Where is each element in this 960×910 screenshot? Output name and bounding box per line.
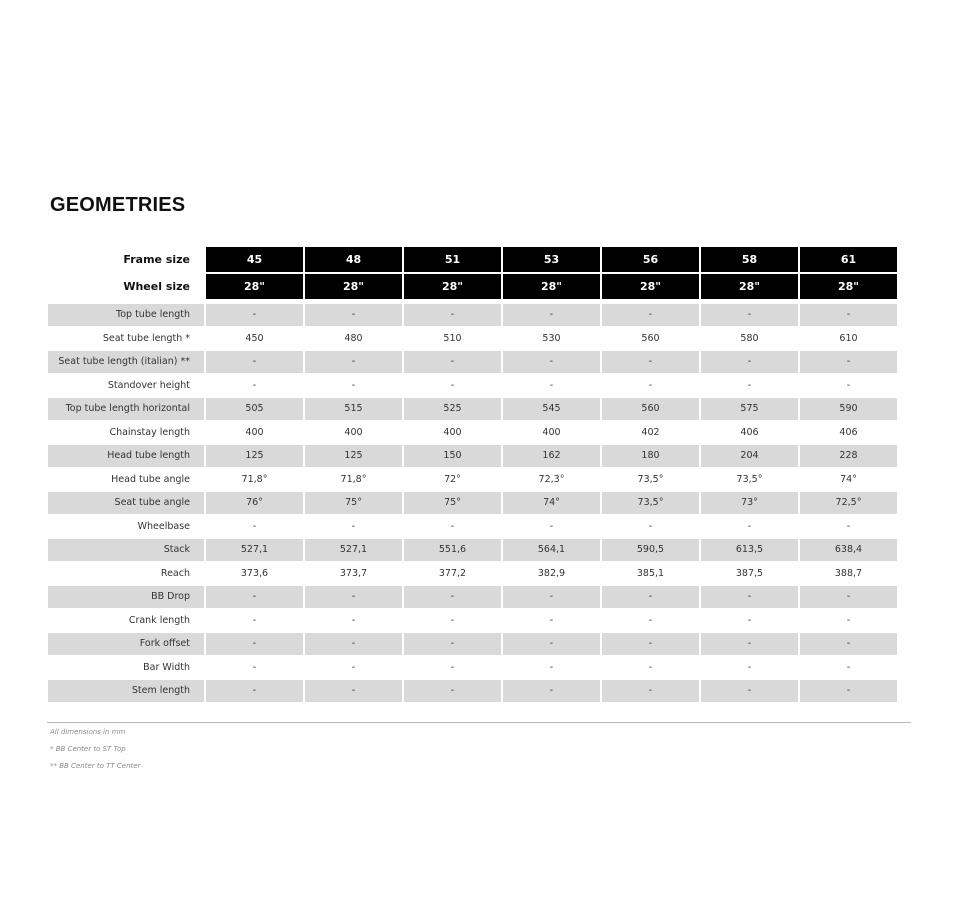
table-cell: - [800, 304, 897, 326]
spacer-cell [800, 301, 897, 302]
wheel-size-row [48, 274, 897, 299]
spacer-cell [701, 301, 798, 302]
header-spacer [48, 301, 897, 302]
wheel-size-cell: 28" [305, 274, 402, 299]
table-cell: 406 [800, 422, 897, 444]
table-cell: 71,8° [206, 469, 303, 491]
geometry-table [46, 245, 899, 704]
frame-size-cell: 61 [800, 247, 897, 272]
table-cell: - [800, 516, 897, 538]
table-cell: - [602, 680, 699, 702]
table-cell: 638,4 [800, 539, 897, 561]
table-cell: 73,5° [602, 469, 699, 491]
row-label: Seat tube length (italian) ** [48, 351, 204, 373]
table-cell: 382,9 [503, 563, 600, 585]
table-cell: - [404, 516, 501, 538]
table-cell: - [305, 680, 402, 702]
geometry-table-body [48, 247, 897, 702]
table-cell: 75° [305, 492, 402, 514]
table-cell: 71,8° [305, 469, 402, 491]
table-cell: 613,5 [701, 539, 798, 561]
row-label: Top tube length horizontal [48, 398, 204, 420]
table-cell: 450 [206, 328, 303, 350]
wheel-size-label: Wheel size [48, 274, 204, 299]
table-cell: - [602, 633, 699, 655]
table-cell: - [701, 633, 798, 655]
table-cell: 527,1 [305, 539, 402, 561]
table-cell: 400 [503, 422, 600, 444]
table-cell: - [404, 304, 501, 326]
table-row [48, 422, 897, 444]
table-cell: - [602, 351, 699, 373]
table-cell: - [503, 351, 600, 373]
table-cell: - [404, 633, 501, 655]
table-cell: 580 [701, 328, 798, 350]
table-cell: - [800, 351, 897, 373]
table-cell: - [305, 586, 402, 608]
frame-size-cell: 58 [701, 247, 798, 272]
table-cell: 480 [305, 328, 402, 350]
spacer-cell [48, 301, 204, 302]
table-row [48, 586, 897, 608]
table-row [48, 469, 897, 491]
table-cell: - [602, 375, 699, 397]
table-cell: - [404, 375, 501, 397]
table-row [48, 398, 897, 420]
wheel-size-cell: 28" [206, 274, 303, 299]
table-cell: - [602, 610, 699, 632]
frame-size-cell: 45 [206, 247, 303, 272]
table-cell: - [701, 657, 798, 679]
table-cell: - [503, 304, 600, 326]
table-cell: - [404, 586, 501, 608]
row-label: Reach [48, 563, 204, 585]
table-cell: - [602, 657, 699, 679]
table-row [48, 539, 897, 561]
table-row [48, 680, 897, 702]
table-cell: - [800, 657, 897, 679]
table-cell: 551,6 [404, 539, 501, 561]
table-cell: 527,1 [206, 539, 303, 561]
table-cell: 575 [701, 398, 798, 420]
table-cell: 72° [404, 469, 501, 491]
table-cell: 402 [602, 422, 699, 444]
table-cell: 72,3° [503, 469, 600, 491]
table-cell: - [602, 586, 699, 608]
frame-size-cell: 48 [305, 247, 402, 272]
table-cell: - [305, 657, 402, 679]
table-cell: 73° [701, 492, 798, 514]
table-row [48, 328, 897, 350]
table-cell: 125 [206, 445, 303, 467]
table-cell: - [305, 610, 402, 632]
table-cell: 400 [404, 422, 501, 444]
table-row [48, 657, 897, 679]
table-cell: - [701, 516, 798, 538]
table-cell: - [503, 586, 600, 608]
table-cell: - [305, 633, 402, 655]
table-cell: - [206, 680, 303, 702]
table-cell: - [404, 351, 501, 373]
table-cell: 73,5° [602, 492, 699, 514]
table-cell: - [701, 586, 798, 608]
table-cell: 162 [503, 445, 600, 467]
table-row [48, 563, 897, 585]
table-cell: - [305, 304, 402, 326]
table-cell: 510 [404, 328, 501, 350]
table-row [48, 375, 897, 397]
table-cell: - [206, 633, 303, 655]
table-cell: 377,2 [404, 563, 501, 585]
table-cell: - [305, 375, 402, 397]
table-cell: 525 [404, 398, 501, 420]
footnote-units: All dimensions in mm [50, 728, 126, 736]
footnote-seat-tube-italian: ** BB Center to TT Center [50, 762, 141, 770]
row-label: Standover height [48, 375, 204, 397]
row-label: Crank length [48, 610, 204, 632]
table-cell: 560 [602, 398, 699, 420]
row-label: Bar Width [48, 657, 204, 679]
table-cell: 564,1 [503, 539, 600, 561]
table-cell: 74° [800, 469, 897, 491]
row-label: Head tube angle [48, 469, 204, 491]
row-label: Seat tube angle [48, 492, 204, 514]
footnote-seat-tube: * BB Center to ST Top [50, 745, 126, 753]
table-cell: - [602, 516, 699, 538]
table-cell: - [800, 610, 897, 632]
row-label: Chainstay length [48, 422, 204, 444]
table-row [48, 633, 897, 655]
frame-size-cell: 56 [602, 247, 699, 272]
table-cell: 406 [701, 422, 798, 444]
row-label: Top tube length [48, 304, 204, 326]
row-label: Stack [48, 539, 204, 561]
table-cell: 590,5 [602, 539, 699, 561]
row-label: Fork offset [48, 633, 204, 655]
table-cell: - [206, 586, 303, 608]
row-label: Head tube length [48, 445, 204, 467]
table-cell: - [305, 516, 402, 538]
table-cell: - [602, 304, 699, 326]
table-cell: - [503, 610, 600, 632]
table-cell: 400 [206, 422, 303, 444]
wheel-size-cell: 28" [701, 274, 798, 299]
table-cell: - [503, 633, 600, 655]
spacer-cell [602, 301, 699, 302]
row-label: Stem length [48, 680, 204, 702]
row-label: Seat tube length * [48, 328, 204, 350]
wheel-size-cell: 28" [800, 274, 897, 299]
footnotes [50, 727, 140, 778]
table-cell: 125 [305, 445, 402, 467]
table-cell: 505 [206, 398, 303, 420]
table-cell: - [800, 375, 897, 397]
table-cell: - [404, 680, 501, 702]
table-row [48, 492, 897, 514]
table-cell: - [206, 375, 303, 397]
table-row [48, 610, 897, 632]
spacer-cell [305, 301, 402, 302]
table-cell: - [206, 610, 303, 632]
table-cell: - [206, 304, 303, 326]
spacer-cell [404, 301, 501, 302]
table-cell: - [701, 351, 798, 373]
table-row [48, 516, 897, 538]
wheel-size-cell: 28" [404, 274, 501, 299]
row-label: Wheelbase [48, 516, 204, 538]
table-cell: - [206, 657, 303, 679]
table-cell: 373,6 [206, 563, 303, 585]
footer-divider [47, 722, 911, 723]
table-cell: - [503, 516, 600, 538]
spacer-cell [206, 301, 303, 302]
table-cell: 73,5° [701, 469, 798, 491]
table-cell: 373,7 [305, 563, 402, 585]
spacer-cell [503, 301, 600, 302]
table-row [48, 445, 897, 467]
table-cell: - [701, 375, 798, 397]
table-row [48, 304, 897, 326]
table-cell: - [701, 610, 798, 632]
frame-size-label: Frame size [48, 247, 204, 272]
table-cell: - [800, 680, 897, 702]
table-cell: 545 [503, 398, 600, 420]
table-cell: - [701, 304, 798, 326]
table-cell: 75° [404, 492, 501, 514]
table-cell: 515 [305, 398, 402, 420]
table-cell: 76° [206, 492, 303, 514]
table-cell: - [503, 375, 600, 397]
table-cell: 530 [503, 328, 600, 350]
table-cell: - [206, 516, 303, 538]
table-cell: 150 [404, 445, 501, 467]
table-cell: 388,7 [800, 563, 897, 585]
wheel-size-cell: 28" [503, 274, 600, 299]
table-cell: 610 [800, 328, 897, 350]
table-cell: 72,5° [800, 492, 897, 514]
table-cell: 387,5 [701, 563, 798, 585]
table-cell: 204 [701, 445, 798, 467]
table-cell: 385,1 [602, 563, 699, 585]
table-cell: 180 [602, 445, 699, 467]
frame-size-row [48, 247, 897, 272]
frame-size-cell: 53 [503, 247, 600, 272]
table-row [48, 351, 897, 373]
row-label: BB Drop [48, 586, 204, 608]
table-cell: - [206, 351, 303, 373]
table-cell: - [404, 657, 501, 679]
table-cell: - [800, 586, 897, 608]
table-cell: - [305, 351, 402, 373]
table-cell: - [503, 680, 600, 702]
table-cell: 560 [602, 328, 699, 350]
table-cell: - [701, 680, 798, 702]
page-title: GEOMETRIES [50, 194, 186, 216]
table-cell: 590 [800, 398, 897, 420]
table-cell: - [800, 633, 897, 655]
wheel-size-cell: 28" [602, 274, 699, 299]
table-cell: 400 [305, 422, 402, 444]
table-cell: 74° [503, 492, 600, 514]
table-cell: - [503, 657, 600, 679]
table-cell: 228 [800, 445, 897, 467]
frame-size-cell: 51 [404, 247, 501, 272]
table-cell: - [404, 610, 501, 632]
